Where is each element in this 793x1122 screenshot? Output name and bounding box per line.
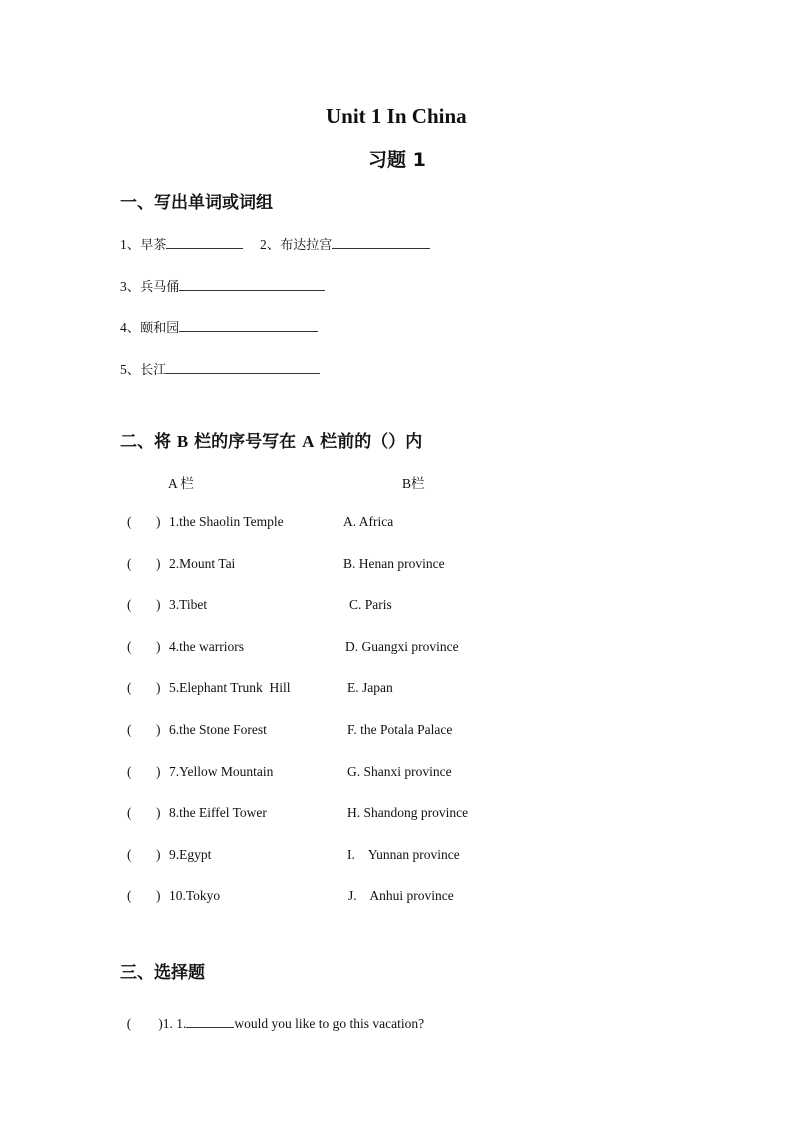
answer-bracket-close: ) xyxy=(156,556,161,571)
column-b-item: J. Anhui province xyxy=(348,888,454,903)
answer-blank[interactable] xyxy=(332,236,430,249)
item-prompt: 兵马俑 xyxy=(140,280,180,295)
section3-heading: 三、选择题 xyxy=(120,963,205,983)
answer-bracket-open[interactable]: ( xyxy=(127,639,132,654)
answer-blank[interactable] xyxy=(166,236,243,249)
answer-bracket-close: ) xyxy=(156,847,161,862)
answer-blank[interactable] xyxy=(166,361,320,374)
answer-bracket-close: ) xyxy=(156,764,161,779)
column-b-item: I. Yunnan province xyxy=(347,847,460,862)
answer-blank[interactable] xyxy=(186,1015,234,1028)
column-a-item: 4.the warriors xyxy=(169,639,244,654)
column-a-item: 10.Tokyo xyxy=(169,888,221,903)
column-a-label: A 栏 xyxy=(168,476,194,491)
answer-bracket-open[interactable]: ( xyxy=(127,514,132,529)
answer-bracket-close: ) xyxy=(156,888,161,903)
answer-bracket-open[interactable]: ( xyxy=(127,722,132,737)
item-prompt: 早茶 xyxy=(140,238,167,253)
question-number: ( )1. 1. xyxy=(126,1016,187,1031)
section1-item-5 xyxy=(120,358,320,378)
section1-item-2 xyxy=(260,233,430,253)
section1-item-3 xyxy=(120,275,325,295)
section2-heading: 二、将 B 栏的序号写在 A 栏前的（）内 xyxy=(120,432,423,452)
item-number: 2、 xyxy=(260,237,281,252)
section1-item-1 xyxy=(120,233,243,253)
answer-bracket-close: ) xyxy=(156,514,161,529)
answer-bracket-close: ) xyxy=(156,722,161,737)
answer-bracket-open[interactable]: ( xyxy=(127,805,132,820)
question-text: would you like to go this vacation? xyxy=(234,1016,425,1031)
column-b-label: B栏 xyxy=(402,476,425,491)
column-a-item: 7.Yellow Mountain xyxy=(169,764,274,779)
document-title: Unit 1 In China xyxy=(326,104,467,128)
question-1 xyxy=(120,999,424,1032)
answer-bracket-close: ) xyxy=(156,805,161,820)
answer-bracket-open[interactable]: ( xyxy=(127,764,132,779)
column-a-item: 2.Mount Tai xyxy=(169,556,236,571)
item-number: 5、 xyxy=(120,362,141,377)
document-subtitle: 习题 1 xyxy=(368,149,426,171)
answer-bracket-close: ) xyxy=(156,680,161,695)
column-b-item: H. Shandong province xyxy=(347,805,469,820)
answer-bracket-open[interactable]: ( xyxy=(127,597,132,612)
column-b-item: C. Paris xyxy=(349,597,392,612)
column-a-item: 5.Elephant Trunk Hill xyxy=(169,680,291,695)
item-number: 4、 xyxy=(120,320,141,335)
answer-bracket-open[interactable]: ( xyxy=(127,680,132,695)
column-a-item: 9.Egypt xyxy=(169,847,212,862)
column-b-item: B. Henan province xyxy=(343,556,445,571)
column-b-item: A. Africa xyxy=(343,514,394,529)
item-number: 1、 xyxy=(120,237,141,252)
column-a-item: 1.the Shaolin Temple xyxy=(169,514,284,529)
answer-bracket-open[interactable]: ( xyxy=(127,888,132,903)
column-b-item: E. Japan xyxy=(347,680,393,695)
column-b-item: F. the Potala Palace xyxy=(347,722,453,737)
item-prompt: 颐和园 xyxy=(140,321,180,336)
column-a-item: 3.Tibet xyxy=(169,597,208,612)
column-a-item: 8.the Eiffel Tower xyxy=(169,805,267,820)
item-prompt: 布达拉宫 xyxy=(280,238,333,253)
answer-bracket-close: ) xyxy=(156,639,161,654)
section1-heading: 一、写出单词或词组 xyxy=(120,193,273,213)
item-number: 3、 xyxy=(120,279,141,294)
answer-bracket-close: ) xyxy=(156,597,161,612)
answer-blank[interactable] xyxy=(179,319,318,332)
section1-item-4 xyxy=(120,316,318,336)
column-b-item: G. Shanxi province xyxy=(347,764,452,779)
answer-bracket-open[interactable]: ( xyxy=(127,556,132,571)
item-prompt: 长江 xyxy=(140,363,167,378)
answer-blank[interactable] xyxy=(179,278,325,291)
column-a-item: 6.the Stone Forest xyxy=(169,722,267,737)
column-b-item: D. Guangxi province xyxy=(345,639,459,654)
answer-bracket-open[interactable]: ( xyxy=(127,847,132,862)
